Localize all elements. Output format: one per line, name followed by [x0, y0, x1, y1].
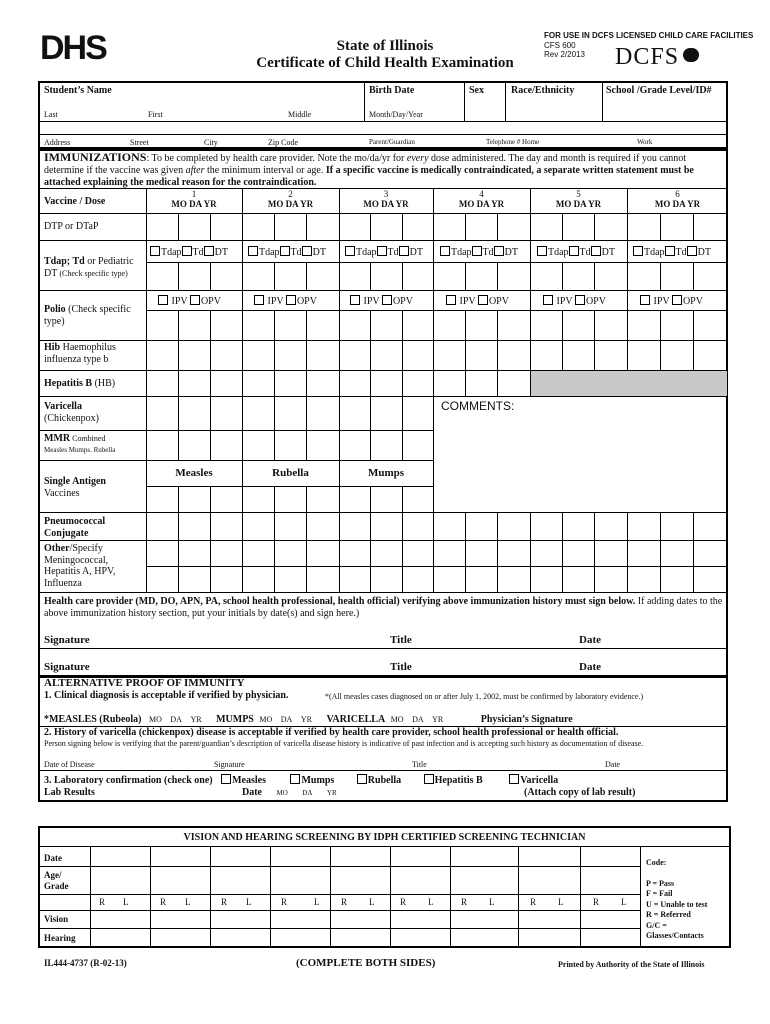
use-note: FOR USE IN DCFS LICENSED CHILD CARE FACILITIES — [544, 31, 754, 40]
immunization-intro — [44, 151, 724, 189]
intro-contraindication: If a specific vaccine is medically contraindicated, a separate written statement must be attached explaining the medical reason for the contraindication. — [44, 165, 694, 188]
td-option: Td — [482, 247, 494, 258]
dhs-logo-text: DHS — [40, 29, 106, 67]
polio-rest: (Check specific type) — [44, 304, 131, 327]
checkbox[interactable] — [472, 246, 482, 256]
checkbox[interactable] — [687, 246, 697, 256]
checkbox[interactable] — [302, 246, 312, 256]
hepb-bold: Hepatitis B — [44, 378, 93, 389]
vaccine-dose-label: Vaccine / Dose — [44, 196, 106, 207]
checkbox[interactable] — [591, 246, 601, 256]
hepb-rest: (HB) — [92, 378, 116, 389]
sex-label: Sex — [469, 85, 484, 96]
state-title: State of Illinois — [336, 38, 434, 54]
varicella-bold: Varicella — [44, 401, 82, 412]
checkbox[interactable] — [509, 774, 519, 784]
varicella-rest: (Chickenpox) — [44, 413, 99, 424]
checkbox[interactable] — [204, 246, 214, 256]
opv-option: OPV — [296, 296, 317, 307]
dt-option: DT — [214, 247, 228, 258]
history-date-label: Date — [605, 760, 621, 769]
opv-option: OPV — [682, 296, 703, 307]
checkbox[interactable] — [158, 295, 168, 305]
mmr-rest: Combined — [70, 434, 106, 443]
mumps-header: Mumps — [367, 467, 405, 479]
dose-mdy: MO DA YR — [267, 199, 314, 209]
r-label: R — [461, 897, 468, 907]
mmr-sub: Measles Mumps. Rubella — [44, 446, 116, 454]
hearing-label: Hearing — [44, 933, 76, 943]
r-label: R — [593, 897, 600, 907]
tdap-option: Tdap — [161, 247, 182, 258]
da-label: DA — [280, 715, 293, 724]
varicella-history-note: Person signing below is verifying that the parent/guardian’s description of varicella disease history is indicative of past infection and is accepting such history as documentation of disease. — [44, 739, 644, 748]
row-tdap — [44, 256, 144, 280]
yr-label: YR — [300, 715, 312, 724]
varicella-label: VARICELLA — [326, 714, 386, 725]
dose-mdy: MO DA YR — [458, 199, 505, 209]
dose-number: 1 — [191, 189, 197, 199]
polio-bold: Polio — [44, 304, 66, 315]
tdap-option: Tdap — [259, 247, 280, 258]
dose-mdy: MO DA YR — [363, 199, 409, 209]
ipv-option: IPV — [171, 296, 188, 307]
checkbox[interactable] — [357, 774, 367, 784]
l-label: L — [558, 897, 564, 907]
dose-number: 4 — [479, 189, 484, 199]
code-title: Code: — [646, 858, 667, 867]
td-option: Td — [387, 247, 399, 258]
td-option: Td — [290, 247, 302, 258]
mo-label: MO — [259, 715, 273, 724]
history-signature-label: Signature — [214, 760, 245, 769]
checkbox[interactable] — [182, 246, 192, 256]
lab-results-label: Lab Results — [44, 787, 95, 798]
yr-label: YR — [326, 789, 337, 797]
lab-measles: Measles — [232, 775, 266, 786]
da-label: DA — [302, 789, 313, 797]
checkbox[interactable] — [575, 295, 585, 305]
intro-text-c: the minimum interval or age. — [204, 165, 326, 176]
history-title-label: Title — [412, 760, 427, 769]
hib-bold: Hib — [44, 342, 61, 353]
row-dtp: DTP or DTaP — [44, 221, 99, 232]
lab-mumps: Mumps — [301, 775, 335, 786]
ipv-option: IPV — [267, 296, 284, 307]
provider-statement — [44, 596, 724, 620]
r-label: R — [221, 897, 228, 907]
row-pneumococcal: Pneumococcal Conjugate — [44, 516, 106, 539]
row-polio — [44, 304, 144, 328]
td-option: Td — [675, 247, 687, 258]
hepatitis-b-shaded-cell — [531, 371, 727, 396]
signature-label-2: Signature — [44, 661, 90, 673]
code-legend — [646, 858, 726, 942]
family-icon — [683, 48, 699, 62]
td-option: Td — [579, 247, 591, 258]
ipv-option: IPV — [363, 296, 380, 307]
row-hib — [44, 342, 144, 366]
ipv-option: IPV — [556, 296, 573, 307]
opv-option: OPV — [488, 296, 509, 307]
street-label: Street — [130, 138, 149, 147]
tdap-bold: Tdap; Td — [44, 256, 85, 267]
dcfs-logo — [615, 44, 699, 71]
checkbox[interactable] — [633, 246, 643, 256]
form-code: CFS 600 — [544, 41, 576, 50]
varicella-history: 2. History of varicella (chickenpox) disease is acceptable if verified by health care provider, school health professional or health official. — [44, 727, 619, 738]
tdap-option: Tdap — [548, 247, 569, 258]
tdap-option: Tdap — [356, 247, 377, 258]
checkbox[interactable] — [672, 295, 682, 305]
title-label-1: Title — [390, 634, 412, 646]
date-of-disease-label: Date of Disease — [44, 760, 95, 769]
l-label: L — [185, 897, 191, 907]
physician-signature-label: Physician’s Signature — [480, 714, 573, 725]
da-label: DA — [412, 715, 424, 724]
opv-option: OPV — [200, 296, 221, 307]
l-label: L — [369, 897, 375, 907]
l-label: L — [428, 897, 434, 907]
checkbox[interactable] — [543, 295, 553, 305]
code-fail: F = Fail — [646, 889, 673, 898]
dose-mdy: MO DA YR — [555, 199, 602, 209]
tdap-dt: DT — [44, 268, 58, 279]
r-label: R — [530, 897, 537, 907]
clinical-note: *(All measles cases diagnosed on or after July 1, 2002, must be confirmed by laboratory evidence.) — [325, 692, 644, 701]
tdap-option: Tdap — [451, 247, 472, 258]
last-label: Last — [44, 110, 58, 119]
page-title: Certificate of Child Health Examination — [256, 55, 514, 71]
vision-label: Vision — [44, 914, 69, 924]
checkbox[interactable] — [150, 246, 160, 256]
middle-label: Middle — [288, 110, 312, 119]
checkbox[interactable] — [221, 774, 231, 784]
revision: Rev 2/2013 — [544, 50, 585, 59]
code-referred: R = Referred — [646, 910, 691, 919]
r-label: R — [400, 897, 407, 907]
lab-varicella: Varicella — [520, 775, 559, 786]
intro-text-b: dose administered. The day and month is required if you cannot determine if the vaccine was given — [44, 153, 687, 176]
l-label: L — [489, 897, 495, 907]
clinical-diagnosis: 1. Clinical diagnosis is acceptable if verified by physician. — [44, 690, 289, 701]
vision-hearing-box — [38, 826, 731, 948]
tdap-check: (Check specific type) — [57, 269, 128, 278]
r-label: R — [160, 897, 167, 907]
dose-number: 6 — [675, 189, 680, 199]
tdap-option: Tdap — [644, 247, 665, 258]
address-label: Address — [44, 138, 71, 147]
checkbox[interactable] — [345, 246, 355, 256]
mo-label: MO — [276, 789, 288, 797]
r-label: R — [281, 897, 288, 907]
checkbox[interactable] — [537, 246, 547, 256]
lab-confirmation-row — [44, 774, 558, 786]
intro-every: every — [406, 153, 429, 164]
measles-rubeola-row — [44, 714, 724, 725]
row-varicella — [44, 401, 99, 425]
other-rest: /Specify Meningococcal, Hepatitis A, HPV, Influenza — [44, 543, 116, 589]
intro-after: after — [185, 165, 205, 176]
mmr-bold: MMR — [44, 433, 71, 444]
code-glasses: G/C = Glasses/Contacts — [646, 920, 704, 940]
complete-both-sides: (COMPLETE BOTH SIDES) — [296, 957, 436, 969]
dt-option: DT — [409, 247, 423, 258]
attach-lab-label: (Attach copy of lab result) — [524, 787, 636, 798]
vision-date-label: Date — [44, 853, 62, 863]
code-unable: U = Unable to test — [646, 899, 708, 909]
dose-number: 2 — [288, 189, 293, 199]
parent-label: Parent/Guardian — [369, 138, 415, 146]
yr-label: YR — [432, 715, 444, 724]
checkbox[interactable] — [286, 295, 296, 305]
provider-rest: If adding dates to the above immunization history section, put your initials by date(s) and sign here.) — [44, 596, 723, 619]
mumps-label: MUMPS — [216, 714, 254, 725]
checkbox[interactable] — [494, 246, 504, 256]
checkbox[interactable] — [424, 774, 434, 784]
dose-mdy: MO DA YR — [171, 199, 217, 209]
measles-label: *MEASLES (Rubeola) — [44, 714, 142, 725]
checkbox[interactable] — [290, 774, 300, 784]
checkbox[interactable] — [640, 295, 650, 305]
printed-by-authority: Printed by Authority of the State of Illinois — [558, 960, 705, 969]
checkbox[interactable] — [569, 246, 579, 256]
single-vaccines: Vaccines — [44, 488, 80, 499]
code-pass: P = Pass — [646, 878, 675, 888]
dose-number: 3 — [383, 189, 389, 199]
single-antigen-bold: Single Antigen — [44, 476, 106, 487]
work-label: Work — [637, 138, 653, 146]
l-label: L — [246, 897, 252, 907]
vision-heading: VISION AND HEARING SCREENING BY IDPH CERTIFIED SCREENING TECHNICIAN — [183, 832, 586, 843]
city-label: City — [204, 138, 218, 147]
zip-label: Zip Code — [268, 138, 298, 147]
mo-label: MO — [149, 715, 162, 724]
dt-option: DT — [312, 247, 326, 258]
date-label-2: Date — [579, 661, 601, 673]
checkbox[interactable] — [350, 295, 360, 305]
mo-label: MO — [390, 715, 404, 724]
opv-option: OPV — [585, 296, 606, 307]
row-hepb — [44, 378, 115, 389]
checkbox[interactable] — [254, 295, 264, 305]
yr-label: YR — [190, 715, 202, 724]
lab-confirmation-label: 3. Laboratory confirmation (check one) — [44, 775, 213, 786]
checkbox[interactable] — [382, 295, 392, 305]
measles-header: Measles — [175, 467, 213, 479]
opv-option: OPV — [392, 296, 413, 307]
other-bold: Other — [44, 543, 70, 554]
checkbox[interactable] — [190, 295, 200, 305]
ipv-option: IPV — [459, 296, 476, 307]
lab-date-row — [242, 787, 337, 798]
comments-label: COMMENTS: — [441, 399, 515, 413]
school-label: School /Grade Level/ID# — [606, 85, 712, 96]
checkbox[interactable] — [377, 246, 387, 256]
checkbox[interactable] — [446, 295, 456, 305]
signature-label-1: Signature — [44, 634, 90, 646]
l-label: L — [123, 897, 129, 907]
form-id: IL444-4737 (R-02-13) — [44, 958, 127, 968]
first-label: First — [148, 110, 163, 119]
ipv-option: IPV — [653, 296, 670, 307]
tdap-rest: or Pediatric — [84, 256, 134, 267]
dt-option: DT — [697, 247, 711, 258]
da-label: DA — [170, 715, 182, 724]
title-label-2: Title — [390, 661, 412, 673]
r-label: R — [99, 897, 106, 907]
dt-option: DT — [504, 247, 518, 258]
l-label: L — [314, 897, 320, 907]
telephone-label: Telephone # Home — [486, 138, 540, 146]
td-option: Td — [192, 247, 204, 258]
dt-option: DT — [601, 247, 615, 258]
lab-date-label: Date — [242, 787, 262, 798]
vision-age-label: Age/ Grade — [44, 870, 69, 891]
alt-proof-heading: ALTERNATIVE PROOF OF IMMUNITY — [44, 677, 245, 689]
r-label: R — [341, 897, 348, 907]
date-label-1: Date — [579, 634, 601, 646]
rubella-header: Rubella — [272, 467, 309, 479]
l-label: L — [621, 897, 627, 907]
lab-hepatitis-b: Hepatitis B — [434, 775, 483, 786]
checkbox[interactable] — [665, 246, 675, 256]
dhs-logo — [40, 30, 106, 66]
dose-number: 5 — [576, 189, 581, 199]
lab-rubella: Rubella — [367, 775, 402, 786]
dose-mdy: MO DA YR — [654, 199, 701, 209]
provider-bold: Health care provider (MD, DO, APN, PA, school health professional, health official) verifying above immunization history must sign below. — [44, 596, 636, 607]
checkbox[interactable] — [399, 246, 409, 256]
student-name-label: Student’s Name — [44, 85, 112, 96]
birth-date-label: Birth Date — [369, 85, 415, 96]
dcfs-logo-text: DCFS — [615, 44, 680, 70]
checkbox[interactable] — [478, 295, 488, 305]
row-mmr — [44, 433, 115, 456]
hib-rest: Haemophilus influenza type b — [44, 342, 116, 365]
row-single-antigen — [44, 476, 106, 500]
immunization-heading: IMMUNIZATIONS — [44, 150, 147, 164]
race-label: Race/Ethnicity — [511, 85, 575, 96]
mdy-label: Month/Day/Year — [369, 110, 423, 119]
checkbox[interactable] — [440, 246, 450, 256]
intro-text-a: : To be completed by health care provider. Note the mo/da/yr for — [146, 153, 407, 164]
checkbox[interactable] — [280, 246, 290, 256]
checkbox[interactable] — [248, 246, 258, 256]
row-other — [44, 543, 144, 589]
